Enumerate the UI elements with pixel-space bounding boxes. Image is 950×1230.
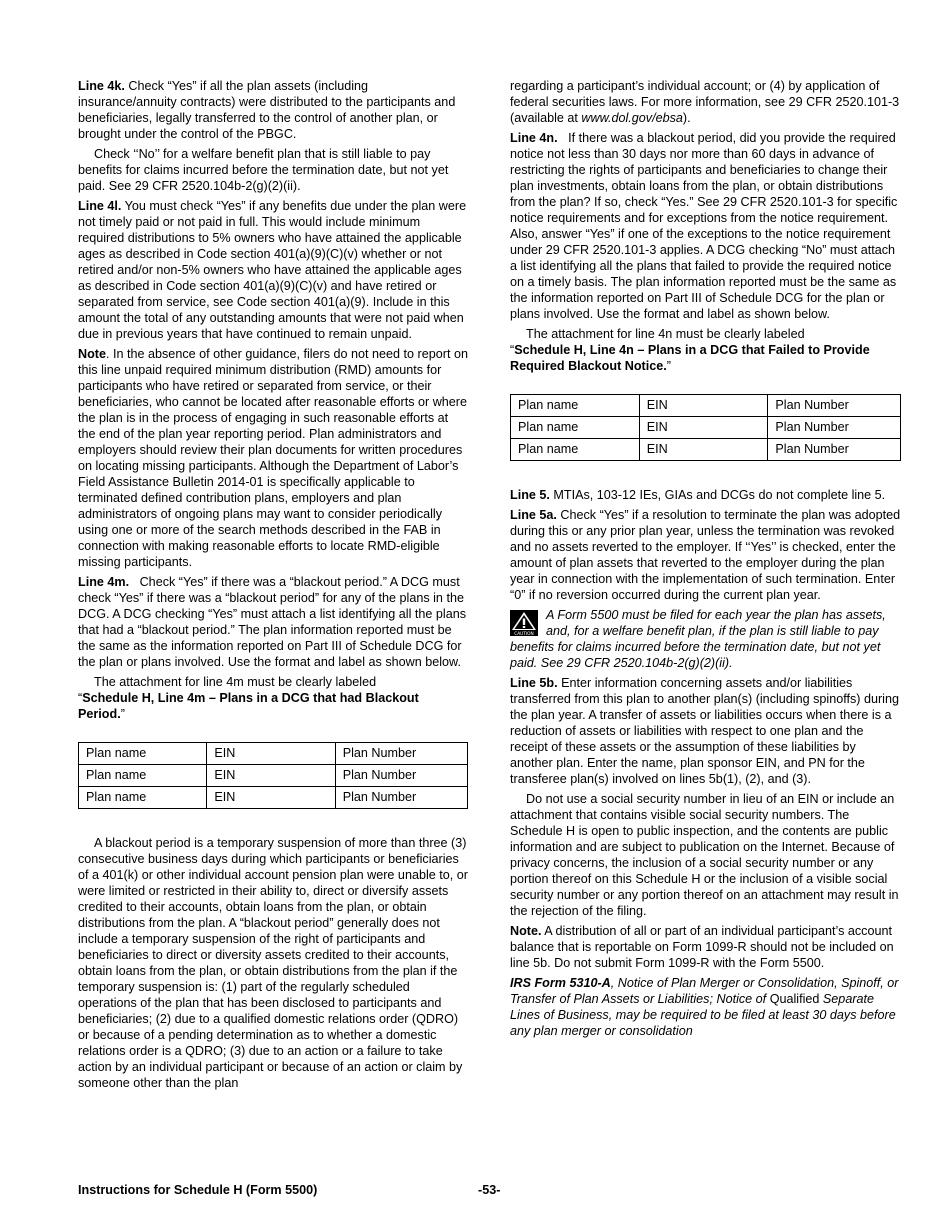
line-4l-text: You must check “Yes” if any benefits due under the plan were not timely paid or not paid in full. This would include minimum required distributions to 5% owners who have attained the applicable ages as described in Code section 401(a)(9)(C)(v) whether or not retired and/or non-5% owners who have attained the applicable ages as described in Code section 401(a)(9)(C)(v) and have retired or separated from service, see Code section 401(a)(9). Include in this amount the total of any outstanding amounts that were not paid when due in previous years that have continued to remain unpaid. xyxy=(78,199,467,341)
table-row xyxy=(79,765,468,787)
irs-form-text-1: , Notice of Plan Merger or Consolidation, Spinoff, or Transfer of Plan Assets or Liabilities; Notice of xyxy=(510,976,899,1006)
dol-link[interactable]: www.dol.gov/ebsa xyxy=(581,111,683,125)
plan-number-cell: Plan Number xyxy=(335,787,467,809)
table-row xyxy=(79,743,468,765)
caution-text: A Form 5500 must be filed for each year the plan has assets, and, for a welfare benefit plan, if the plan is still liable to pay benefits for claims incurred before the termination date, but not yet paid. See 29 CFR 2520.104b-2(g)(2)(ii). xyxy=(510,608,886,670)
line-4m-label: Line 4m. xyxy=(78,575,130,589)
note-5b-paragraph xyxy=(510,923,901,971)
line-5b-label: Line 5b. xyxy=(510,676,558,690)
plan-number-cell: Plan Number xyxy=(768,439,901,461)
line-5b-paragraph xyxy=(510,675,901,787)
irs-form-plain: Qualified xyxy=(769,992,820,1006)
line-4k-text: Check “Yes” if all the plan assets (including insurance/annuity contracts) were distributed to the participants and beneficiaries, legally transferred to the control of another plan, or brought under the control of the PBGC. xyxy=(78,79,456,141)
line-5-text: MTIAs, 103-12 IEs, GIAs and DCGs do not complete line 5. xyxy=(549,488,886,502)
blackout-paragraph: A blackout period is a temporary suspension of more than three (3) consecutive business days during which participants or beneficiaries of a 401(k) or other individual account pension plan were unable to, or were limited or restricted in their ability to, direct or diversify assets credited to their accounts, obtain loans from the plan, or obtain distributions from the plan. A “blackout period” generally does not include a temporary suspension of the right of participants and beneficiaries to direct or diversity assets credited to their accounts, obtain loans from the plan, or obtain distributions from the plan if the temporary suspension is: (1) part of the regularly scheduled operations of the plan that has been disclosed to participants and beneficiaries; (2) due to a qualified domestic relations order (QDRO) or because of a pending determination as to whether a domestic relations order is a QDRO; (3) due to an action or a failure to take action by an individual participant or because of an action or claim by someone other than the plan xyxy=(78,836,468,1090)
ein-cell: EIN xyxy=(639,395,768,417)
line-4l-paragraph xyxy=(78,198,468,342)
plan-name-cell: Plan name xyxy=(79,765,207,787)
line-4k-no-paragraph: Check ‘‘No’’ for a welfare benefit plan that is still liable to pay benefits for claims incurred before the termination date, but not yet paid. See 29 CFR 2520.104b-2(g)(2)(ii). xyxy=(78,147,449,193)
attachment-4m-text: The attachment for line 4m must be clearly labeled xyxy=(94,675,377,689)
open-quote: “ xyxy=(510,343,515,357)
note-text: . In the absence of other guidance, filers do not need to report on this line unpaid required minimum distribution (RMD) amounts for participants who have retired or separated from service, or their beneficiaries, who cannot be located after reasonable efforts or where the plan is in the process of engaging in such reasonable efforts at the end of the plan year reporting period. Plan administrators and employers should review their plan documents for written procedures on locating missing participants. Although the Department of Labor’s Field Assistance Bulletin 2014-01 is specifically applicable to terminated defined contribution plans, employers and plan administrators of ongoing plans may want to consider periodically using one or more of the search methods described in the FAB in connection with making reasonable efforts to locate RMD-eligible missing participants. xyxy=(78,347,468,569)
line-5a-text: Check “Yes” if a resolution to terminate the plan was adopted during this or any prior plan year, unless the termination was revoked and no assets reverted to the employer. If ‘‘Yes’’ is checked, enter the amount of plan assets that reverted to the employer during the plan year in connection with the implementation of such termination. Enter “0” if no reversion occurred during the current plan year. xyxy=(510,508,901,602)
line-5b-text: Enter information concerning assets and/or liabilities transferred from this plan to another plan(s) (including spinoffs) during the plan year. A transfer of assets or liabilities occurs when there is a reduction of assets or liabilities with respect to one plan and the receipt of these assets or the assumption of these liabilities by another plan. Enter the name, plan sponsor EIN, and PN for the transferee plan(s) involved on lines 5b(1), (2), and (3). xyxy=(510,676,899,786)
line-5a-paragraph xyxy=(510,507,901,603)
plan-number-cell: Plan Number xyxy=(768,417,901,439)
attachment-4n-paragraph xyxy=(510,326,901,342)
page-number: -53- xyxy=(478,1183,501,1197)
plan-name-cell: Plan name xyxy=(511,417,640,439)
line-4n-text: If there was a blackout period, did you provide the required notice not less than 30 days nor more than 60 days in advance of restricting the rights of participants and beneficiaries to change their plan investments, obtain loans from the plan, or obtain distributions from the plan? If so, check “Yes.” See 29 CFR 2520.101-3 for specific notice requirements and for exceptions from the notice requirement. Also, answer “Yes” if one of the exceptions to the notice requirement under 29 CFR 2520.101-3 applies. A DCG checking “No” must attach a list identifying all the plans that failed to provide the required notice on a timely basis. The plan information reported must be the same as the information reported on Part III of Schedule DCG for the plan or plans involved. Use the format and label as shown below. xyxy=(510,131,901,321)
line-4k-paragraph xyxy=(78,78,468,142)
plan-name-cell: Plan name xyxy=(511,395,640,417)
line-4n-paragraph xyxy=(510,130,901,322)
line-5a-label: Line 5a. xyxy=(510,508,557,522)
ein-cell: EIN xyxy=(207,765,335,787)
plan-number-cell: Plan Number xyxy=(335,765,467,787)
continuation-paragraph xyxy=(510,78,901,126)
line-4m-text: Check “Yes” if there was a “blackout period.” A DCG must check “Yes” if there was a “blackout period” for any of the plans in the DCG. A DCG checking “Yes” must attach a list identifying all the plans that had a “blackout period.” The plan information reported must be the same as the information reported on Part III of Schedule DCG for the plan or plans involved. Use the format and label as shown below. xyxy=(78,575,470,669)
plan-name-cell: Plan name xyxy=(79,743,207,765)
irs-form-label: IRS Form 5310-A xyxy=(510,976,611,990)
line-5-label: Line 5. xyxy=(510,488,550,502)
ein-cell: EIN xyxy=(639,417,768,439)
irs-form-paragraph xyxy=(510,975,901,1039)
plan-number-cell: Plan Number xyxy=(768,395,901,417)
attachment-4m-label: Schedule H, Line 4m – Plans in a DCG that had Blackout Period. xyxy=(78,691,419,721)
ein-cell: EIN xyxy=(639,439,768,461)
attachment-4m-paragraph xyxy=(78,674,468,690)
attachment-4n-label-paragraph xyxy=(510,342,901,374)
continuation-end: ). xyxy=(682,111,691,125)
table-row xyxy=(79,787,468,809)
caution-icon xyxy=(510,610,538,636)
right-column xyxy=(510,78,901,1043)
attachment-4m-label-paragraph xyxy=(78,690,468,722)
caution-icon-label: CAUTION xyxy=(514,632,534,636)
left-column xyxy=(78,78,468,1095)
table-row xyxy=(511,395,901,417)
plan-name-cell: Plan name xyxy=(511,439,640,461)
continuation-text: regarding a participant’s individual account; or (4) by application of federal securities laws. For more information, see 29 CFR 2520.101-3 (available at xyxy=(510,79,900,125)
ein-cell: EIN xyxy=(207,787,335,809)
plans-table-4m xyxy=(78,742,468,809)
line-4l-label: Line 4l. xyxy=(78,199,122,213)
close-quote: ” xyxy=(666,359,671,373)
open-quote: “ xyxy=(78,691,83,705)
line-4m-paragraph xyxy=(78,574,468,670)
irs-form-text-2: Separate Lines of Business, may be required to be filed at least 30 days before any plan merger or consolidation xyxy=(510,992,896,1038)
table-row xyxy=(511,439,901,461)
note-label: Note xyxy=(78,347,106,361)
close-quote: ” xyxy=(120,707,125,721)
attachment-4n-label: Schedule H, Line 4n – Plans in a DCG that Failed to Provide Required Blackout Notice. xyxy=(510,343,870,373)
plan-number-cell: Plan Number xyxy=(335,743,467,765)
note-paragraph xyxy=(78,346,468,570)
line-4k-label: Line 4k. xyxy=(78,79,125,93)
footer-title: Instructions for Schedule H (Form 5500) xyxy=(78,1183,318,1197)
ssn-paragraph: Do not use a social security number in lieu of an EIN or include an attachment that contains visible social security numbers. The Schedule H is open to public inspection, and the contents are public information and are subject to publication on the Internet. Because of privacy concerns, the inclusion of a social security number or any portion thereof on this Schedule H or the inclusion of a visible social security number or any portion thereof on an attachment may result in the rejection of the filing. xyxy=(510,792,899,918)
ein-cell: EIN xyxy=(207,743,335,765)
note-5b-label: Note. xyxy=(510,924,542,938)
line-5-paragraph xyxy=(510,487,901,503)
plans-table-4n xyxy=(510,394,901,461)
line-4n-label: Line 4n. xyxy=(510,131,558,145)
attachment-4n-text: The attachment for line 4n must be clearly labeled xyxy=(526,327,805,341)
plan-name-cell: Plan name xyxy=(79,787,207,809)
caution-paragraph xyxy=(510,607,901,671)
note-5b-text: A distribution of all or part of an individual participant’s account balance that is reportable on Form 1099-R should not be included on line 5b. Do not submit Form 1099-R with the Form 5500. xyxy=(510,924,894,970)
table-row xyxy=(511,417,901,439)
